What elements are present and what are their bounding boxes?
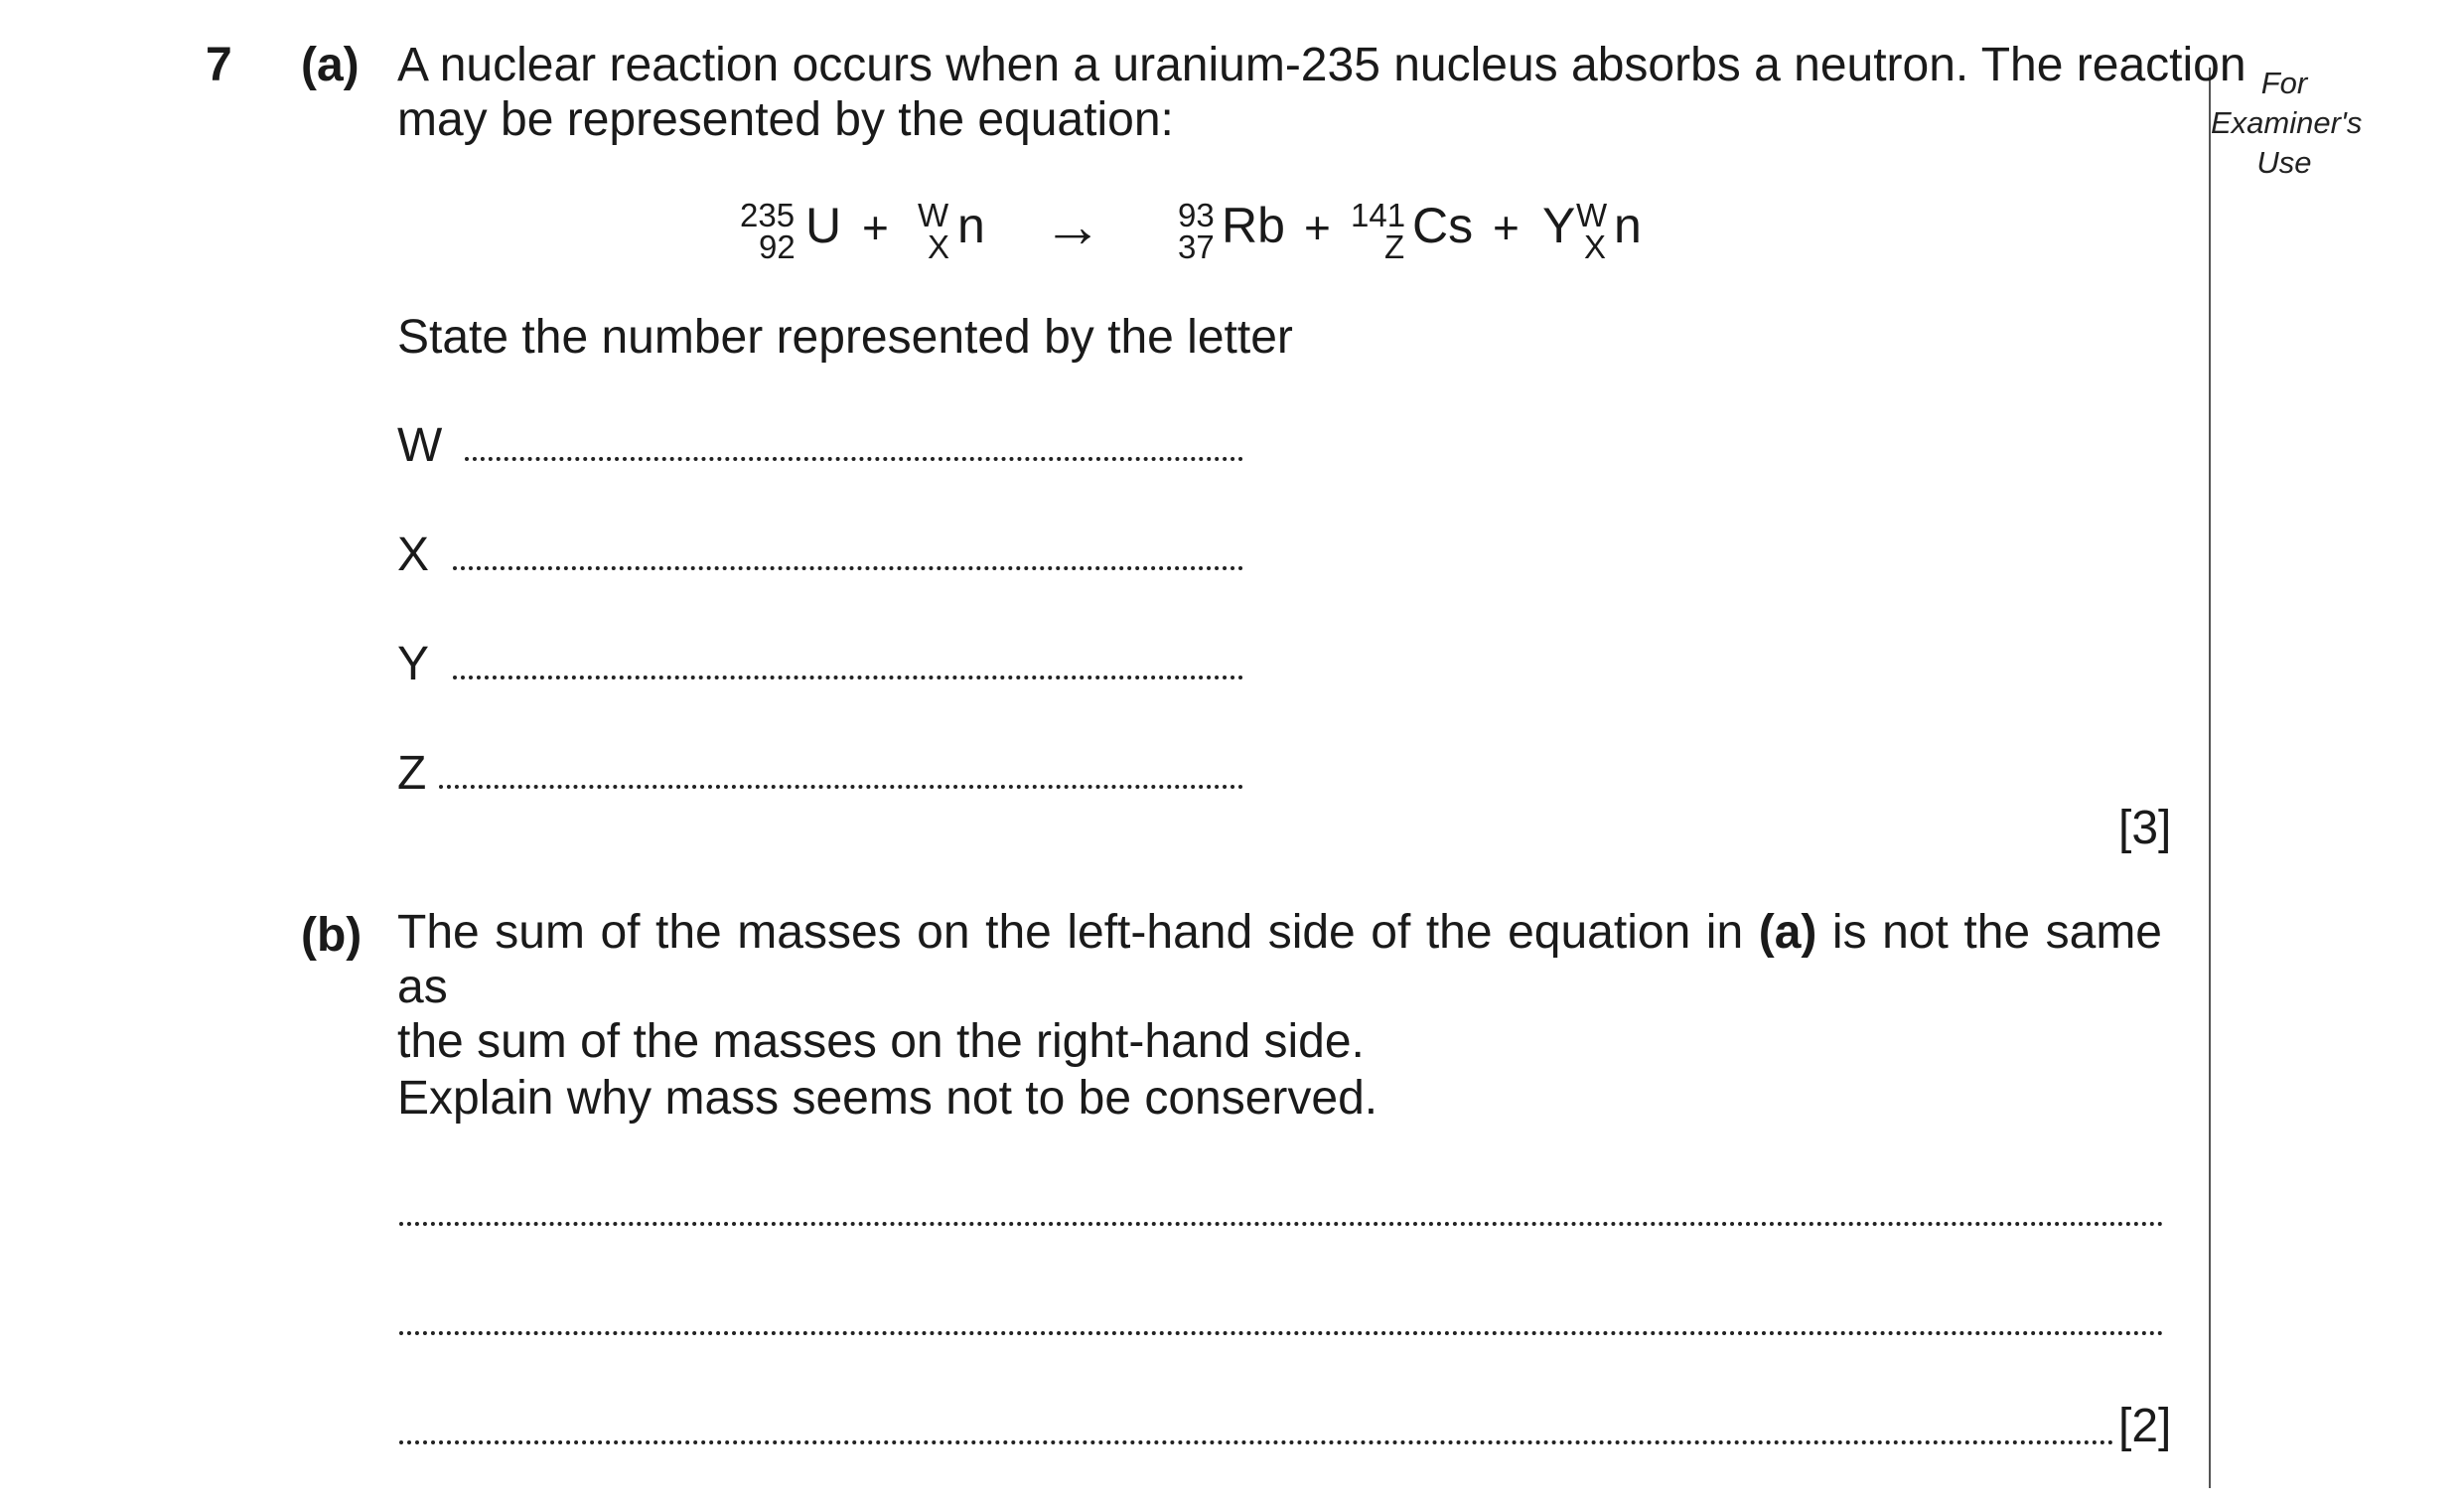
uranium-symbol: U xyxy=(805,198,842,253)
examiner-label-line: For xyxy=(2260,66,2308,100)
rubidium-atomic-number: 37 xyxy=(1178,228,1215,265)
neutron-coefficient-letter: Y xyxy=(1542,198,1576,253)
rubidium-symbol: Rb xyxy=(1222,198,1285,253)
part-a-intro-line2: may be represented by the equation: xyxy=(397,93,1174,146)
answer-letter-x: X xyxy=(397,528,430,581)
answer-letter-w: W xyxy=(397,419,443,472)
examiner-label-line: Use xyxy=(2256,145,2312,180)
part-b-text-continue: is not the same as xyxy=(397,906,2162,1013)
plus-sign: + xyxy=(1493,202,1520,253)
neutron-out-symbol: n xyxy=(1614,198,1642,253)
part-a-label: (a) xyxy=(301,39,360,91)
question-number: 7 xyxy=(206,39,232,91)
answer-line-b-1[interactable] xyxy=(399,1222,2164,1226)
part-a-prompt: State the number represented by the letter xyxy=(397,311,1293,364)
neutron-out-mass-letter: W xyxy=(1576,197,1608,233)
plus-sign: + xyxy=(1304,202,1331,253)
part-a-reference: (a) xyxy=(1758,906,1817,959)
part-a-marks: [3] xyxy=(2118,802,2172,854)
answer-line-y[interactable] xyxy=(453,676,1243,679)
answer-line-b-3[interactable] xyxy=(399,1440,2114,1444)
neutron-in-mass-letter: W xyxy=(918,197,949,233)
part-b-label: (b) xyxy=(301,909,362,962)
neutron-out-atomic-letter: X xyxy=(1584,228,1607,265)
caesium-mass-number: 141 xyxy=(1351,197,1406,233)
answer-line-w[interactable] xyxy=(465,457,1243,461)
caesium-symbol: Cs xyxy=(1412,198,1474,253)
examiner-label-line: Examiner's xyxy=(2211,105,2363,140)
answer-letter-z: Z xyxy=(397,747,427,800)
uranium-mass-number: 235 xyxy=(740,197,796,233)
rubidium-mass-number: 93 xyxy=(1178,197,1215,233)
part-b-prompt: Explain why mass seems not to be conserved. xyxy=(397,1072,1378,1125)
neutron-in-atomic-letter: X xyxy=(928,228,950,265)
answer-line-b-2[interactable] xyxy=(399,1331,2164,1335)
answer-line-x[interactable] xyxy=(453,566,1243,570)
plus-sign: + xyxy=(862,202,889,253)
part-b-text-line2: the sum of the masses on the right-hand side. xyxy=(397,1015,1365,1068)
examiner-margin-rule xyxy=(2209,68,2211,1488)
part-a-intro-line1: A nuclear reaction occurs when a uranium-235 nucleus absorbs a neutron. The reaction xyxy=(397,39,2247,91)
neutron-in-symbol: n xyxy=(957,198,985,253)
answer-letter-y: Y xyxy=(397,638,430,690)
part-b-text xyxy=(397,905,2162,1069)
uranium-atomic-number: 92 xyxy=(759,228,796,265)
caesium-atomic-letter: Z xyxy=(1384,228,1405,265)
part-b-text-start: The sum of the masses on the left-hand side of the equation in xyxy=(397,906,1759,959)
reaction-arrow: → xyxy=(1043,193,1102,259)
part-b-marks: [2] xyxy=(2118,1400,2172,1452)
answer-line-z[interactable] xyxy=(439,785,1243,789)
